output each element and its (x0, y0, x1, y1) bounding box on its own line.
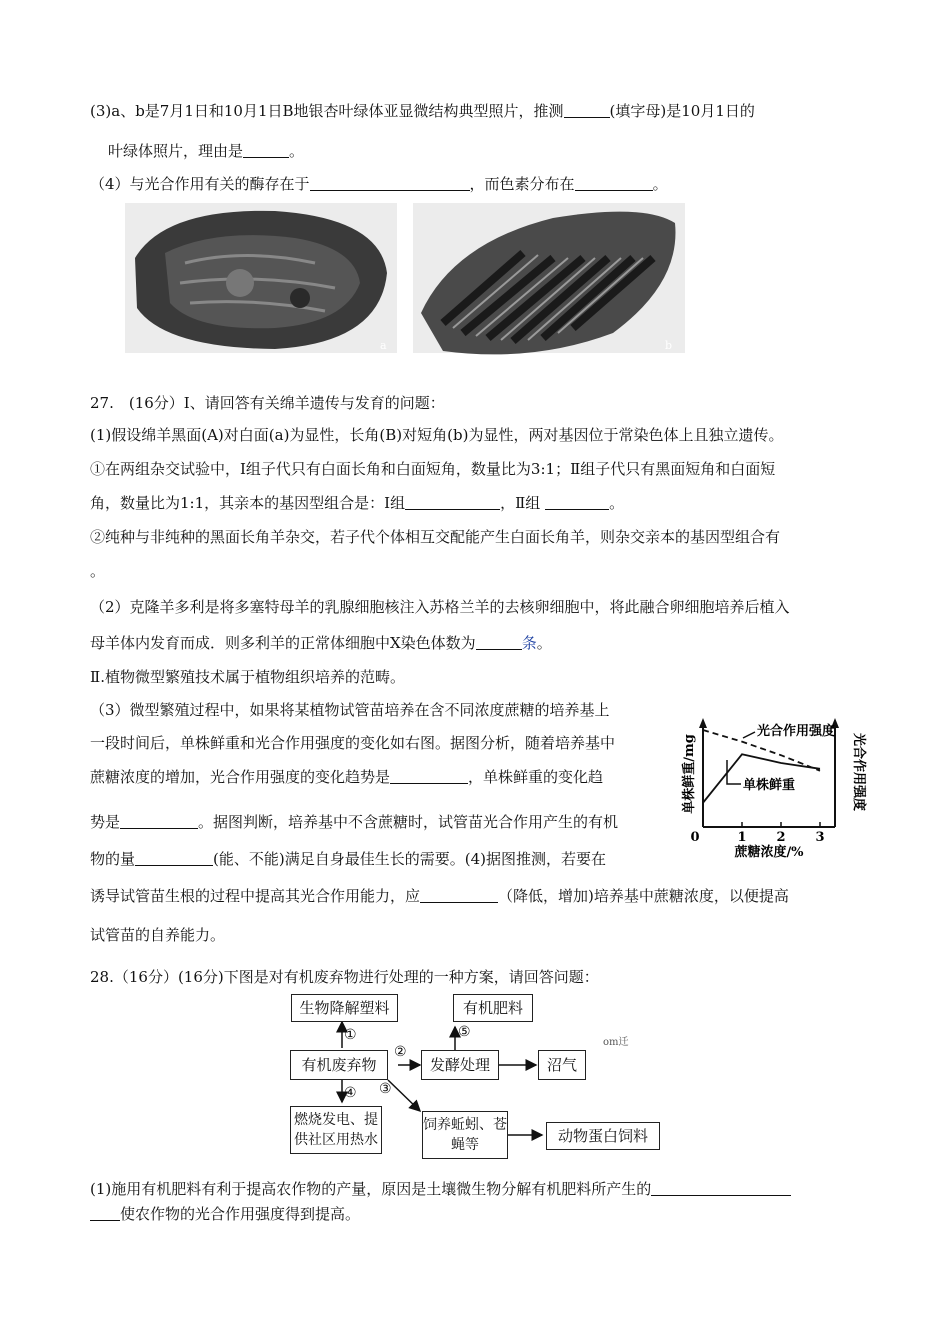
q27-line: Ⅱ.植物微型繁殖技术属于植物组织培养的范畴。 (90, 668, 405, 686)
q27-line: ②纯种与非纯种的黑面长角羊杂交，若子代个体相互交配能产生白面长角羊，则杂交亲本的基因型组合有 (90, 528, 781, 546)
x-tick-label: 1 (737, 830, 747, 845)
q27-line: 一段时间后，单株鲜重和光合作用强度的变化如右图。据图分析，随着培养基中 (90, 734, 616, 752)
q28-head: 28.（16分）(16分)下图是对有机废弃物进行处理的一种方案，请回答问题： (90, 968, 599, 986)
box-bio-plastic: 生物降解塑料 (291, 994, 398, 1022)
chloroplast-photo-b (413, 203, 685, 353)
q27-line: 蔗糖浓度的增加，光合作用强度的变化趋势是 ，单株鲜重的变化趋 (90, 768, 604, 786)
y-axis-left-label: 单株鲜重/mg (682, 734, 697, 814)
answer-blank[interactable] (420, 888, 498, 903)
box-fermentation: 发酵处理 (421, 1050, 499, 1080)
answer-blank[interactable] (651, 1181, 791, 1196)
q26-line-3b: 叶绿体照片，理由是 。 (108, 142, 305, 160)
answer-blank[interactable] (135, 851, 213, 866)
q27-line: 角，数量比为1:1，其亲本的基因型组合是：Ⅰ组 ，Ⅱ组 。 (90, 494, 625, 512)
answer-blank[interactable] (243, 143, 289, 158)
step-5: ⑤ (458, 1024, 471, 1040)
chloroplast-photo-a (125, 203, 397, 353)
q27-line: （3）微型繁殖过程中，如果将某植物试管苗培养在含不同浓度蔗糖的培养基上 (90, 701, 610, 719)
answer-blank[interactable] (310, 176, 470, 191)
q27-line: 。 (90, 562, 106, 580)
answer-blank[interactable] (564, 103, 610, 118)
box-organic-waste: 有机废弃物 (290, 1050, 388, 1080)
box-breed-worms: 饲养蚯蚓、苍蝇等 (422, 1111, 508, 1159)
q27-line: 诱导试管苗生根的过程中提高其光合作用能力，应 （降低，增加)培养基中蔗糖浓度，以便提高 (90, 887, 789, 905)
q28-line: 使农作物的光合作用强度得到提高。 (90, 1204, 360, 1224)
answer-blank[interactable] (120, 814, 198, 829)
q27-line: ①在两组杂交试验中，Ⅰ组子代只有白面长角和白面短角，数量比为3:1；Ⅱ组子代只有黑面短角和白面短 (90, 460, 776, 478)
step-4: ④ (344, 1085, 357, 1101)
box-organic-fertilizer: 有机肥料 (453, 994, 533, 1022)
q27-line: 势是 。据图判断，培养基中不含蔗糖时，试管苗光合作用产生的有机 (90, 813, 619, 831)
answer-blank[interactable] (390, 769, 468, 784)
y-axis-right-label: 光合作用强度 (851, 732, 866, 812)
photo-label: b (665, 339, 673, 352)
x-tick-label: 3 (815, 830, 825, 845)
answer-blank[interactable] (545, 495, 609, 510)
box-power-generation: 燃烧发电、提供社区用热水 (290, 1106, 382, 1154)
box-animal-feed: 动物蛋白饲料 (546, 1122, 660, 1150)
answer-blank[interactable] (476, 635, 522, 650)
step-3: ③ (379, 1081, 392, 1097)
q26-line-3: (3)a、b是7月1日和10月1日B地银杏叶绿体亚显微结构典型照片，推测 (填字母)是10月1日的 (90, 102, 755, 120)
q27-line: 试管苗的自养能力。 (90, 926, 226, 944)
q27-line: (1)假设绵羊黑面(A)对白面(a)为显性，长角(B)对短角(b)为显性，两对基因位于常染色体上且独立遗传。 (90, 426, 784, 444)
watermark-text: om迁 (603, 1037, 629, 1048)
series-label-photosynthesis: 光合作用强度 (757, 724, 836, 739)
step-2: ② (394, 1044, 407, 1060)
q26-line-4: （4）与光合作用有关的酶存在于 ，而色素分布在 。 (90, 175, 668, 193)
q27-line: 物的量 (能、不能)满足自身最佳生长的需要。(4)据图推测，若要在 (90, 850, 606, 868)
series-label-fresh-weight: 单株鲜重 (743, 778, 796, 793)
x-axis-label: 蔗糖浓度/% (734, 845, 804, 860)
answer-blank[interactable] (405, 495, 500, 510)
q28-line: (1)施用有机肥料有利于提高农作物的产量，原因是土壤微生物分解有机肥料所产生的 (90, 1179, 791, 1199)
x-tick-label: 2 (776, 830, 786, 845)
q27-head: 27. (16分）I、请回答有关绵羊遗传与发育的问题： (90, 394, 445, 412)
step-1: ① (344, 1027, 357, 1043)
q27-line: 母羊体内发育而成．则多利羊的正常体细胞中X染色体数为 条。 (90, 634, 552, 652)
photo-label: a (380, 339, 387, 352)
answer-blank[interactable] (90, 1206, 120, 1221)
q27-line: （2）克隆羊多利是将多塞特母羊的乳腺细胞核注入苏格兰羊的去核卵细胞中，将此融合卵细胞培养后植入 (90, 598, 790, 616)
box-biogas: 沼气 (538, 1050, 586, 1080)
answer-blank[interactable] (575, 176, 653, 191)
sucrose-chart (682, 712, 870, 862)
x-tick-label: 0 (690, 830, 700, 845)
